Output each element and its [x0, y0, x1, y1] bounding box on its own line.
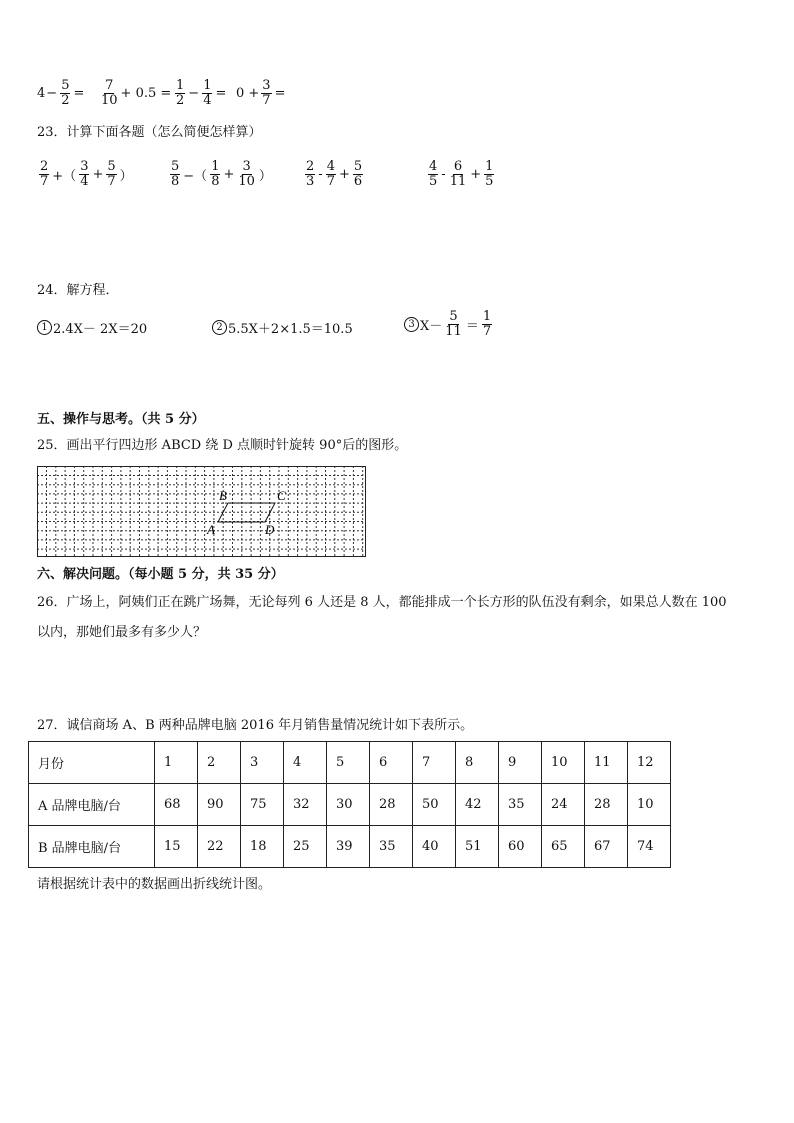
fraction: $\frac{3}{7}$	[262, 78, 271, 108]
expression-4-minus-5-2: 4 − $\frac{5}{2}$ =	[37, 78, 85, 108]
fraction: $\frac{1}{7}$	[482, 309, 492, 339]
question-25-title: 25．画出平行四边形 ABCD 绕 D 点顺时针旋转 90°后的图形。	[37, 438, 408, 453]
label-a: A	[207, 522, 215, 537]
question-26-line-2: 以内，那她们最多有多少人？	[37, 625, 207, 640]
fraction: $\frac{5}{2}$	[61, 78, 70, 108]
table-row-a	[29, 784, 671, 826]
table-cell: 月份	[29, 742, 155, 784]
fraction: $\frac{5}{8}$	[171, 159, 180, 189]
table-cell: A 品牌电脑/台	[29, 784, 155, 826]
section-6-heading: 六、解决问题。（每小题 5 分，共 35 分）	[37, 567, 284, 582]
equation-1: 1 2.4X－ 2X＝20	[37, 318, 147, 337]
table-cell: 5	[327, 742, 370, 784]
table-cell: 32	[284, 784, 327, 826]
question-24-title: 24．解方程．	[37, 283, 119, 298]
question-27-footer: 请根据统计表中的数据画出折线统计图。	[37, 877, 272, 892]
table-cell: 25	[284, 826, 327, 868]
fraction: $\frac{1}{8}$	[211, 159, 220, 189]
table-cell: 3	[241, 742, 284, 784]
table-cell: 6	[370, 742, 413, 784]
expression-0-plus-3-7: 0 + $\frac{3}{7}$ =	[236, 78, 286, 108]
fraction: $\frac{6}{11}$	[449, 159, 467, 189]
q23-expression-2: $\frac{5}{8}$ −（ $\frac{1}{8}$ + $\frac{3}{10}$ ）	[171, 159, 272, 189]
label-b: B	[219, 488, 227, 503]
table-cell: 22	[198, 826, 241, 868]
sales-table	[28, 741, 671, 868]
table-cell: 1	[155, 742, 198, 784]
table-cell: 8	[456, 742, 499, 784]
table-cell: 28	[370, 784, 413, 826]
fraction: $\frac{2}{3}$	[306, 159, 315, 189]
table-cell: 10	[542, 742, 585, 784]
fraction: $\frac{5}{7}$	[107, 159, 116, 189]
fraction: $\frac{3}{10}$	[238, 159, 255, 189]
table-cell: 90	[198, 784, 241, 826]
grid-lines	[37, 466, 366, 557]
label-c: C	[277, 488, 286, 503]
table-cell: 68	[155, 784, 198, 826]
table-cell: 40	[413, 826, 456, 868]
table-cell: 39	[327, 826, 370, 868]
table-cell: 28	[585, 784, 628, 826]
q23-expression-3: $\frac{2}{3}$ - $\frac{4}{7}$ + $\frac{5}{6}$	[306, 159, 363, 189]
circled-number-1: 1	[37, 320, 52, 335]
table-cell: 15	[155, 826, 198, 868]
table-cell: 74	[628, 826, 671, 868]
fraction: $\frac{3}{4}$	[80, 159, 89, 189]
fraction: $\frac{1}{5}$	[485, 159, 494, 189]
table-cell: 35	[370, 826, 413, 868]
table-cell: 9	[499, 742, 542, 784]
table-cell: 18	[241, 826, 284, 868]
table-cell: 24	[542, 784, 585, 826]
section-5-heading: 五、操作与思考。（共 5 分）	[37, 412, 205, 427]
table-cell: 10	[628, 784, 671, 826]
label-d: D	[265, 522, 275, 537]
circled-number-3: 3	[404, 317, 419, 332]
table-cell: 60	[499, 826, 542, 868]
table-cell: 4	[284, 742, 327, 784]
expression-7-10-plus-05: $\frac{7}{10}$ + 0.5 =	[101, 78, 172, 108]
parallelogram-grid-figure	[37, 466, 367, 558]
fraction: $\frac{1}{4}$	[203, 78, 212, 108]
equation-3: 3 X－ $\frac{5}{11}$ ＝ $\frac{1}{7}$	[404, 310, 494, 339]
table-cell: 51	[456, 826, 499, 868]
expression-1-2-minus-1-4: $\frac{1}{2}$ − $\frac{1}{4}$ =	[176, 78, 227, 108]
fraction: $\frac{5}{11}$	[445, 309, 462, 339]
equation-2: 2 5.5X＋2×1.5＝10.5	[212, 318, 353, 337]
table-cell: 2	[198, 742, 241, 784]
fraction: $\frac{5}{6}$	[353, 159, 363, 189]
table-cell: 11	[585, 742, 628, 784]
table-cell: 12	[628, 742, 671, 784]
q23-expression-1: $\frac{2}{7}$ +（ $\frac{3}{4}$ + $\frac{5}{7}$ ）	[40, 159, 133, 189]
fraction: $\frac{2}{7}$	[40, 159, 49, 189]
table-cell: B 品牌电脑/台	[29, 826, 155, 868]
table-cell: 75	[241, 784, 284, 826]
table-header-row	[29, 742, 671, 784]
table-cell: 35	[499, 784, 542, 826]
q23-expression-4: $\frac{4}{5}$ - $\frac{6}{11}$ + $\frac{1}{5}$	[429, 159, 494, 189]
fraction: $\frac{1}{2}$	[176, 78, 185, 108]
table-cell: 30	[327, 784, 370, 826]
question-27-title: 27．诚信商场 A、B 两种品牌电脑 2016 年月销售量情况统计如下表所示。	[37, 718, 474, 733]
question-23-title: 23．计算下面各题（怎么简便怎样算）	[37, 125, 262, 140]
circled-number-2: 2	[212, 320, 227, 335]
table-cell: 50	[413, 784, 456, 826]
fraction: $\frac{7}{10}$	[101, 78, 118, 108]
table-cell: 67	[585, 826, 628, 868]
fraction: $\frac{4}{5}$	[429, 159, 438, 189]
question-26-line-1: 26．广场上，阿姨们正在跳广场舞，无论每列 6 人还是 8 人，都能排成一个长方形的队伍没有剩余，如果总人数在 100	[37, 595, 727, 610]
table-cell: 65	[542, 826, 585, 868]
table-cell: 7	[413, 742, 456, 784]
table-cell: 42	[456, 784, 499, 826]
fraction: $\frac{4}{7}$	[326, 159, 335, 189]
table-row-b	[29, 826, 671, 868]
